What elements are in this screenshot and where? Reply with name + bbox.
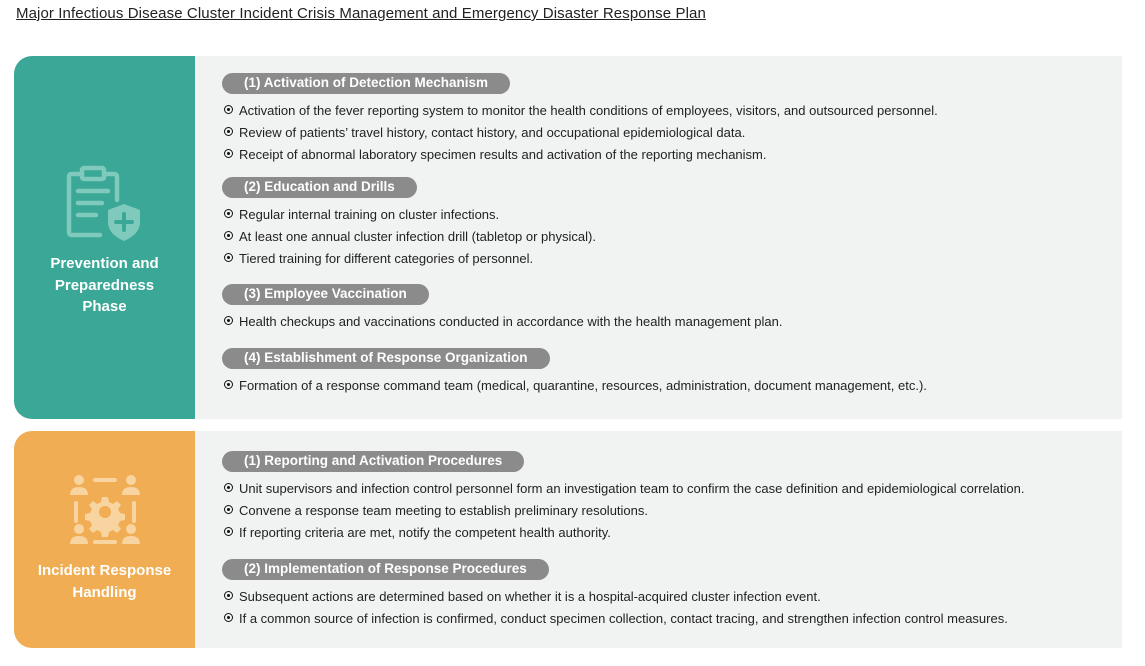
bullet-icon [224,253,233,262]
page-title: Major Infectious Disease Cluster Incident Crisis Management and Emergency Disaster Response Plan [16,5,706,22]
list-item: Review of patients’ travel history, contact history, and occupational epidemiological data. [222,122,1112,144]
list-item: Regular internal training on cluster infections. [222,204,1112,226]
section-heading: (4) Establishment of Response Organization [222,348,550,369]
list-item: At least one annual cluster infection drill (tabletop or physical). [222,226,1112,248]
bullet-icon [224,105,233,114]
bullet-icon [224,127,233,136]
bullet-icon [224,527,233,536]
section-education [222,177,1112,270]
bullet-icon [224,316,233,325]
list-item: Receipt of abnormal laboratory specimen results and activation of the reporting mechanism. [222,144,1112,166]
list-item: Activation of the fever reporting system to monitor the health conditions of employees, visitors, and outsourced personnel. [222,100,1112,122]
section-detection [222,73,1112,166]
prevention-phase-block [14,56,1122,419]
list-item: Convene a response team meeting to establish preliminary resolutions. [222,500,1112,522]
phase-sidebar [14,56,195,419]
list-item: Health checkups and vaccinations conducted in accordance with the health management plan. [222,311,1112,333]
section-heading: (1) Reporting and Activation Procedures [222,451,524,472]
incident-response-block [14,431,1122,648]
list-item: Unit supervisors and infection control personnel form an investigation team to confirm the case definition and epidemiological correlation. [222,478,1112,500]
bullet-icon [224,380,233,389]
section-heading: (3) Employee Vaccination [222,284,429,305]
clipboard-shield-icon [66,164,144,244]
phase-label: Incident Response Handling [37,562,172,601]
section-implementation [222,559,1112,630]
list-item: Formation of a response command team (medical, quarantine, resources, administration, document management, etc.). [222,375,1112,397]
bullet-icon [224,231,233,240]
list-item: If reporting criteria are met, notify the competent health authority. [222,522,1112,544]
section-heading: (1) Activation of Detection Mechanism [222,73,510,94]
section-heading: (2) Education and Drills [222,177,417,198]
section-vaccination [222,284,1112,333]
list-item: Tiered training for different categories of personnel. [222,248,1112,270]
section-reporting [222,451,1112,544]
bullet-icon [224,209,233,218]
phase-sidebar [14,431,195,648]
bullet-icon [224,505,233,514]
bullet-icon [224,591,233,600]
list-item: If a common source of infection is confirmed, conduct specimen collection, contact tracing, and strengthen infection control measures. [222,608,1112,630]
bullet-icon [224,613,233,622]
bullet-icon [224,149,233,158]
phase-label: Prevention and Preparedness Phase [50,255,159,315]
bullet-icon [224,483,233,492]
section-organization [222,348,1112,397]
section-heading: (2) Implementation of Response Procedures [222,559,549,580]
list-item: Subsequent actions are determined based on whether it is a hospital-acquired cluster infection event. [222,586,1112,608]
team-gear-icon [69,473,141,549]
